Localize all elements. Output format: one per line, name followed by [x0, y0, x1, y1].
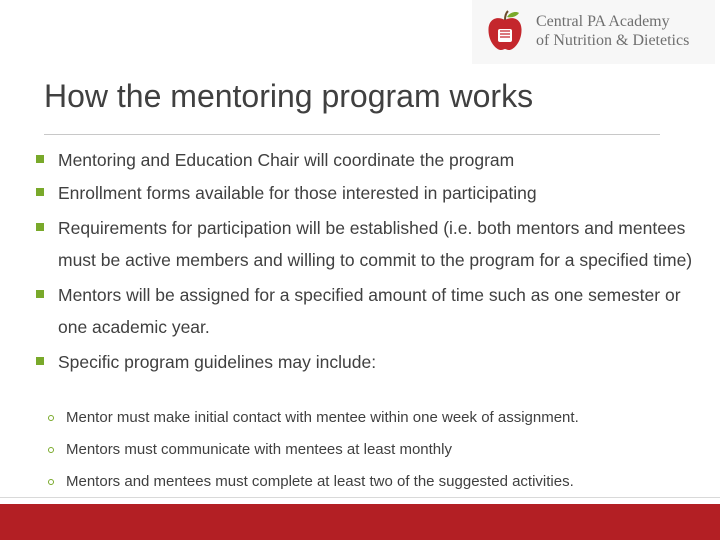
bullet-item — [36, 279, 696, 343]
sub-bullet-text: Mentor must make initial contact with mentee within one week of assignment. — [66, 409, 579, 426]
bullet-text: Specific program guidelines may include: — [58, 352, 377, 372]
sub-bullet-list — [46, 472, 706, 492]
logo — [472, 0, 715, 64]
sub-bullet-item — [46, 408, 706, 428]
bullet-text: Requirements for participation will be established (i.e. both mentors and mentees must be active members and willing to commit to the program for a specified time) — [58, 218, 693, 270]
square-bullet-icon — [36, 223, 44, 231]
sub-bullet-list — [46, 408, 706, 428]
square-bullet-icon — [36, 357, 44, 365]
bullet-item — [36, 177, 696, 209]
bullet-item — [36, 144, 696, 176]
bullet-text: Mentors will be assigned for a specified amount of time such as one semester or one academic year. — [58, 285, 681, 337]
sub-bullet-list — [46, 440, 706, 460]
logo-line-1: Central PA Academy — [536, 13, 670, 30]
square-bullet-icon — [36, 188, 44, 196]
ring-bullet-icon — [48, 447, 54, 453]
logo-line-2: of Nutrition & Dietetics — [536, 32, 690, 49]
ring-bullet-icon — [48, 479, 54, 485]
title-divider — [44, 134, 660, 135]
bullet-item — [36, 212, 696, 276]
bullet-item — [36, 346, 696, 378]
sub-bullet-text: Mentors and mentees must complete at least two of the suggested activities. — [66, 473, 574, 490]
page-title: How the mentoring program works — [44, 78, 534, 114]
sub-bullet-item — [46, 472, 706, 492]
ring-bullet-icon — [48, 415, 54, 421]
footer-bar — [0, 504, 720, 540]
sub-bullet-item — [46, 440, 706, 460]
square-bullet-icon — [36, 155, 44, 163]
bullet-list — [36, 144, 696, 378]
apple-icon — [486, 10, 524, 52]
bullet-text: Mentoring and Education Chair will coordinate the program — [58, 150, 515, 170]
sub-bullet-text: Mentors must communicate with mentees at least monthly — [66, 441, 452, 458]
footer-divider — [0, 497, 720, 498]
bullet-text: Enrollment forms available for those interested in participating — [58, 183, 537, 203]
square-bullet-icon — [36, 290, 44, 298]
